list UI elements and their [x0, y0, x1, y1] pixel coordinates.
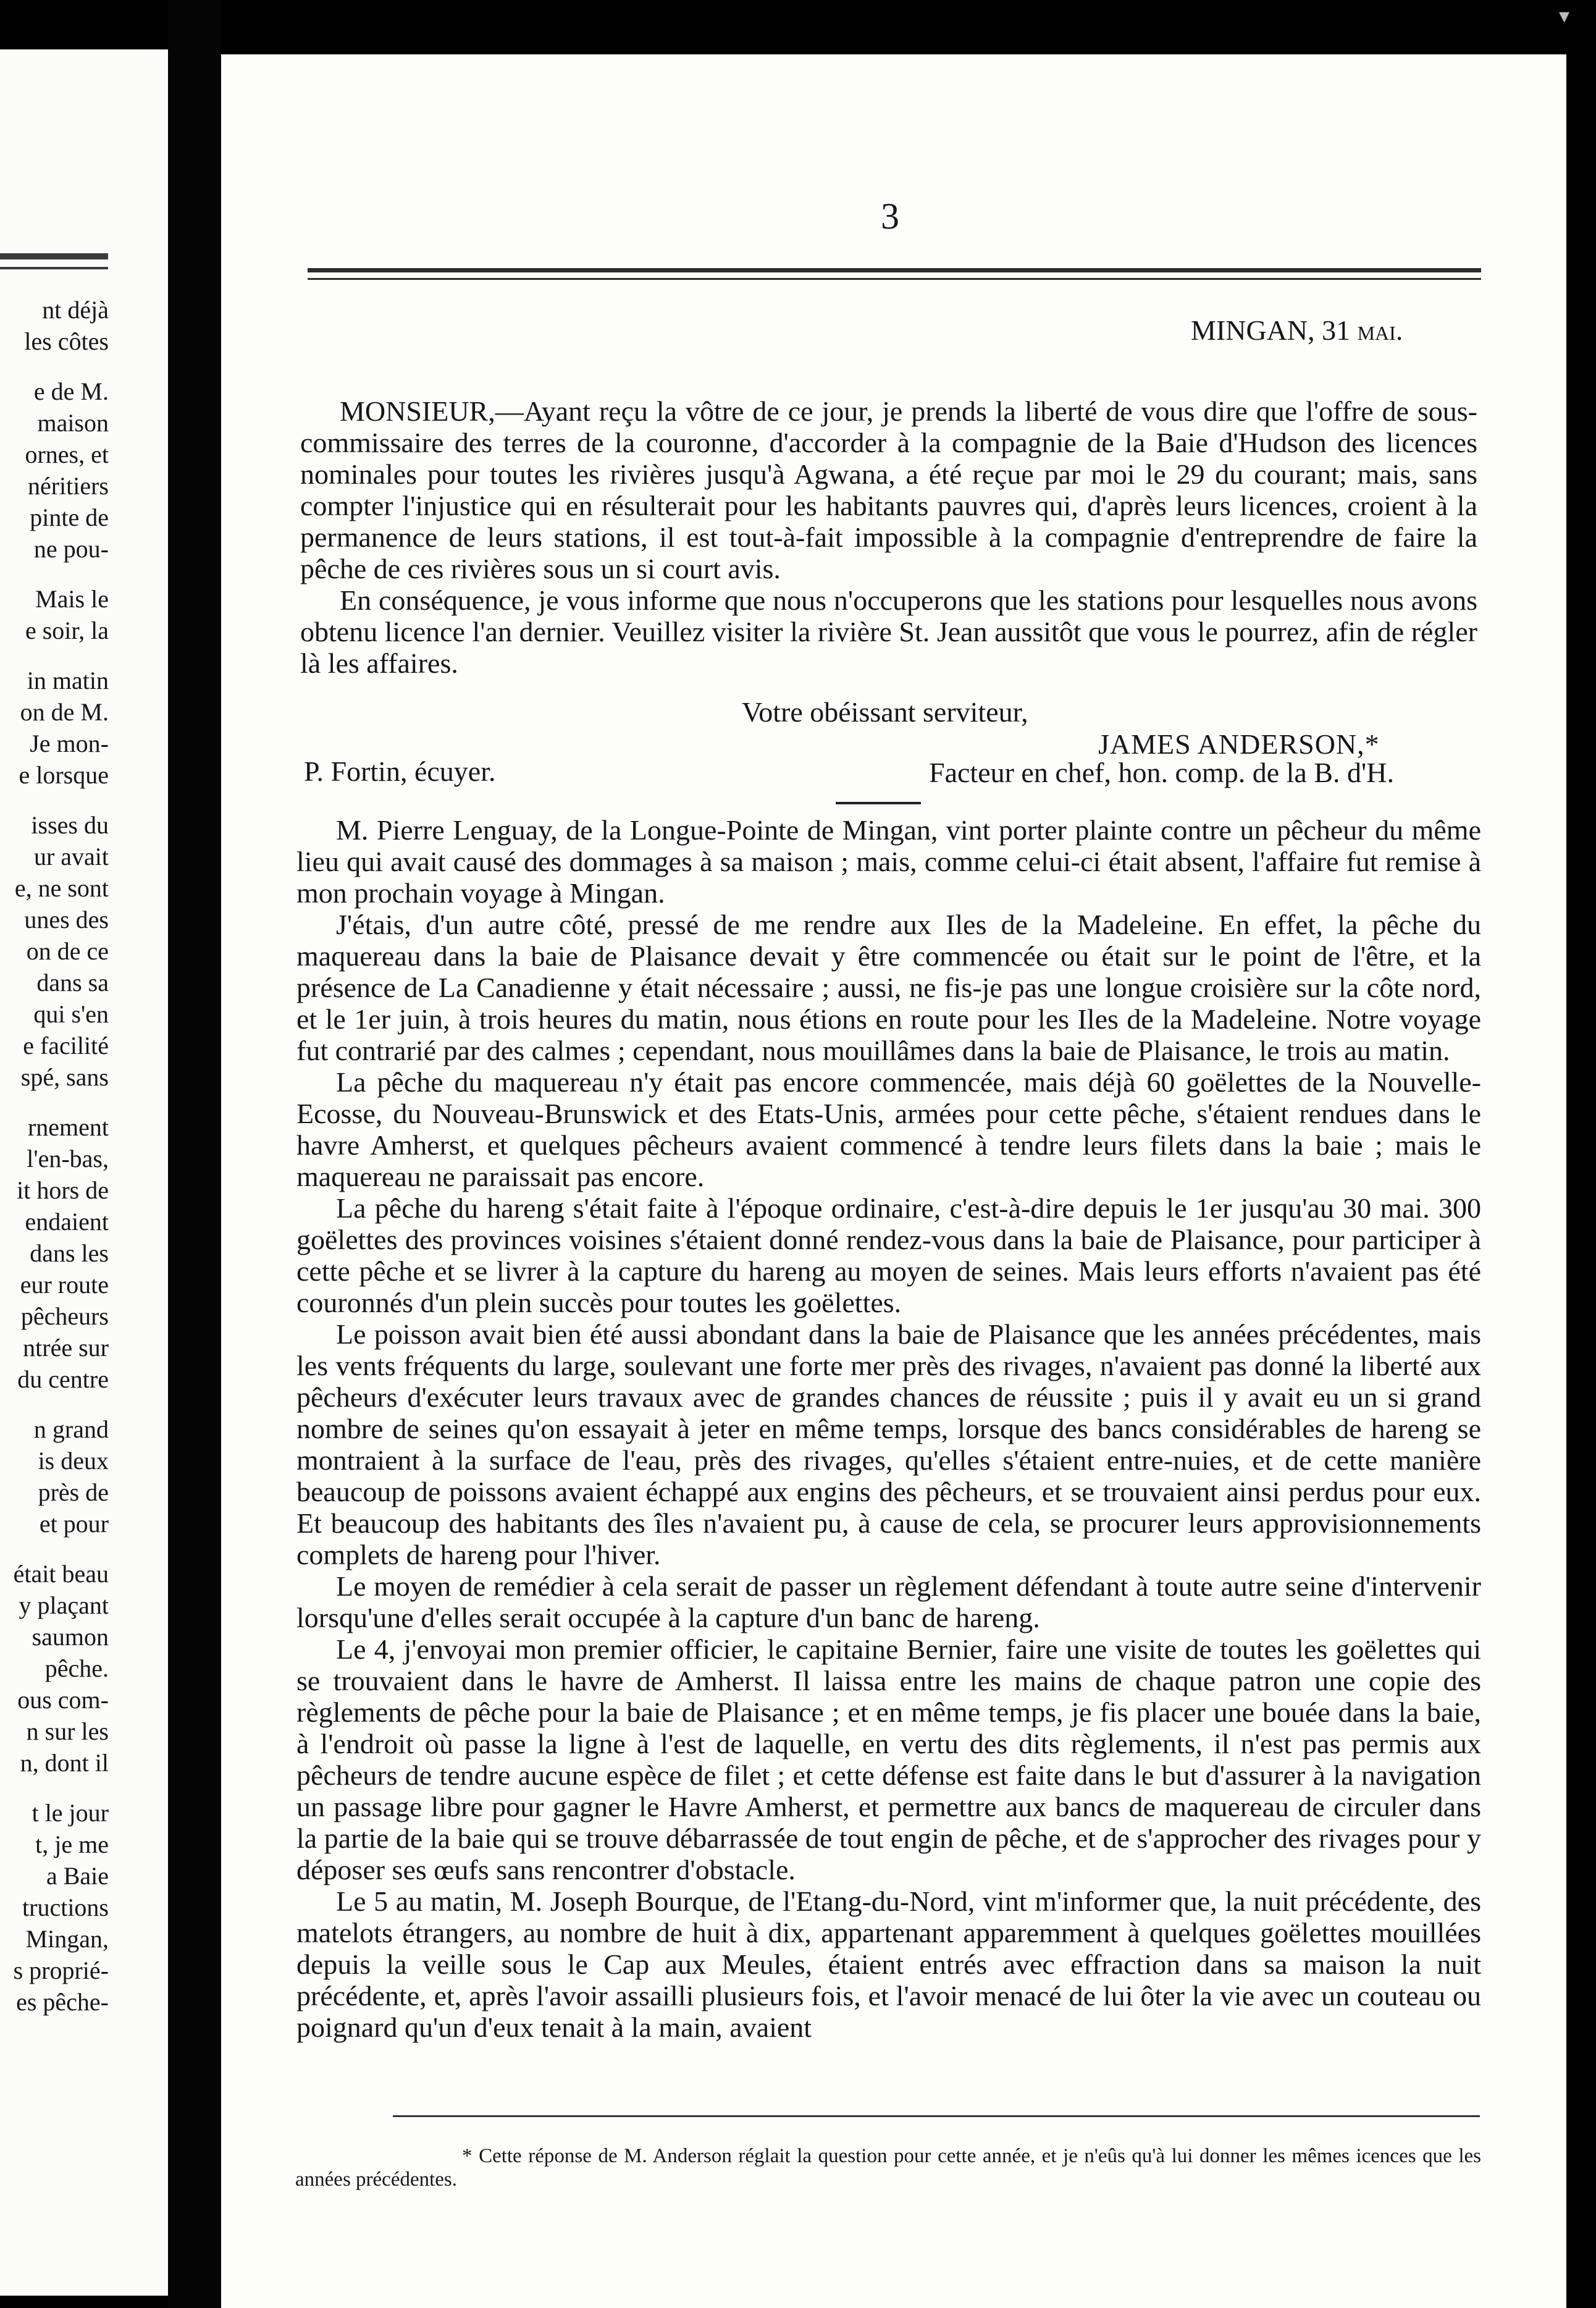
previous-page-line: du centre [17, 1365, 109, 1393]
letter-body [300, 395, 1477, 679]
previous-page-line: ous com- [17, 1686, 109, 1714]
signature-title: Facteur en chef, hon. comp. de la B. d'H. [929, 757, 1395, 788]
previous-page-line: e de M. [33, 377, 109, 405]
previous-page-line: néritiers [27, 472, 109, 500]
header-rule-thin [308, 278, 1481, 280]
previous-page-line: spé, sans [20, 1063, 109, 1091]
previous-page-line: is deux [38, 1447, 109, 1475]
previous-page-line: t, je me [35, 1830, 109, 1858]
previous-page-line: t le jour [32, 1799, 109, 1827]
previous-page-line: isses du [31, 811, 109, 839]
previous-page-line: pêcheurs [20, 1302, 109, 1330]
previous-page-line: saumon [32, 1623, 109, 1651]
previous-page-line: qui s'en [33, 1000, 109, 1028]
letter-paragraph: MONSIEUR,—Ayant reçu la vôtre de ce jour, je prends la liberté de vous dire que l'offre de sous-commissaire des terres de la couronne, d'accorder à la compagnie de la Baie d'Hudson des licences nominales pour toutes les rivières jusqu'à Agwana, a été reçue par moi le 29 du courant; mais, sans compter l'injustice qui en résulterait pour les habitants pauvres qui, d'après leurs licences, croient à la permanence de leurs stations, il est tout-à-fait impossible à la compagnie d'entreprendre de faire la pêche de ces rivières sous un si court avis. [300, 395, 1477, 584]
previous-page-line: Je mon- [30, 730, 109, 757]
previous-page-line: ne pou- [33, 535, 109, 563]
previous-page-line: dans sa [36, 969, 109, 996]
letter-signature: JAMES ANDERSON,* [1098, 728, 1380, 760]
previous-page-fragment [0, 49, 168, 2296]
body-paragraph: La pêche du hareng s'était faite à l'époque ordinaire, c'est-à-dire depuis le 1er jusqu'au 30 mai. 300 goëlettes des provinces voisines s'étaient donné rendez-vous dans la baie de Plaisance, pour participer à cette pêche et se livrer à la capture du hareng au moyen de seines. Mais leurs efforts n'avaient pas été couronnés d'un plein succès pour toutes les goëlettes. [296, 1192, 1481, 1318]
document-page [221, 54, 1566, 2308]
previous-page-line: nt déjà [42, 296, 109, 324]
previous-page-line: es pêche- [16, 1988, 109, 2016]
previous-page-line: n sur les [26, 1717, 109, 1745]
previous-page-line: les côtes [24, 327, 109, 355]
previous-page-line: y plaçant [19, 1591, 109, 1619]
section-rule [836, 802, 921, 804]
previous-page-line: dans les [30, 1239, 109, 1267]
previous-page-line: e lorsque [19, 761, 109, 789]
body-paragraph: Le poisson avait bien été aussi abondant dans la baie de Plaisance que les années précédentes, mais les vents fréquents du large, soulevant une forte mer près des rivages, n'avaient pas donné la liberté aux pêcheurs d'exécuter leurs travaux avec de grandes chances de réussite ; puis il y avait eu un si grand nombre de seines qu'on essayait à jeter en même temps, lorsque des bancs considérables de hareng se montraient à la surface de l'eau, près des rivages, qu'elles s'étaient entre-nuies, et de cette manière beaucoup de poissons avaient échappé aux engins des pêcheurs, et se trouvaient ainsi perdus pour eux. Et beaucoup des habitants des îles n'avaient pu, à cause de cela, se procurer leurs approvisionnements complets de hareng pour l'hiver. [296, 1318, 1481, 1570]
previous-page-line: près de [38, 1478, 109, 1506]
letter-addressee: P. Fortin, écuyer. [304, 756, 496, 787]
previous-page-line: et pour [39, 1510, 109, 1538]
page-number: 3 [881, 196, 899, 237]
previous-page-line: n grand [33, 1415, 109, 1443]
previous-page-line: endaient [25, 1208, 109, 1236]
previous-page-line: n, dont il [20, 1749, 109, 1777]
body-paragraph: Le moyen de remédier à cela serait de passer un règlement défendant à toute autre seine d'intervenir lorsqu'une d'elles serait occupée à la capture d'un banc de hareng. [296, 1570, 1481, 1633]
previous-page-line: it hors de [17, 1176, 109, 1204]
previous-page-line: ntrée sur [23, 1334, 109, 1362]
body-paragraph: J'étais, d'un autre côté, pressé de me rendre aux Iles de la Madeleine. En effet, la pêche du maquereau dans la baie de Plaisance devait y être commencée ou était sur le point de l'être, et la présence de La Canadienne y était nécessaire ; aussi, ne fis-je pas une longue croisière sur la côte nord, et le 1er juin, à trois heures du matin, nous étions en route pour les Iles de la Madeleine. Notre voyage fut contrarié par des calmes ; cependant, nous mouillâmes dans la baie de Plaisance, le trois au matin. [296, 909, 1481, 1066]
previous-page-line: tructions [22, 1893, 109, 1921]
previous-page-line: on de M. [20, 698, 109, 726]
book-gutter [168, 0, 221, 2308]
previous-page-line: Mais le [35, 585, 109, 613]
previous-page-line: in matin [27, 667, 109, 694]
previous-page-line: pêche. [44, 1654, 109, 1682]
previous-page-line: a Baie [46, 1862, 109, 1890]
previous-page-line: e soir, la [25, 617, 109, 644]
letter-closing: Votre obéissant serviteur, [742, 696, 1028, 728]
previous-page-line: eur route [20, 1271, 109, 1299]
previous-page-line: maison [37, 409, 109, 437]
previous-page-line: unes des [24, 906, 109, 933]
report-body [296, 814, 1481, 2043]
previous-page-line: Mingan, [25, 1925, 109, 1953]
previous-page-line: pinte de [30, 503, 109, 531]
previous-page-line: l'en-bas, [27, 1145, 109, 1173]
scan-mark: ▾ [1559, 5, 1570, 28]
body-paragraph: La pêche du maquereau n'y était pas encore commencée, mais déjà 60 goëlettes de la Nouvelle-Ecosse, du Nouveau-Brunswick et des Etats-Unis, armées pour cette pêche, s'étaient rendues dans le havre Amherst, et quelques pêcheurs avaient commencé à tendre leurs filets dans la baie ; mais le maquereau ne paraissait pas encore. [296, 1066, 1481, 1192]
previous-page-line: on de ce [26, 937, 109, 965]
letter-paragraph: En conséquence, je vous informe que nous n'occuperons que les stations pour lesquelles nous avons obtenu licence l'an dernier. Veuillez visiter la rivière St. Jean aussitôt que vous le pourrez, afin de régler là les affaires. [300, 584, 1477, 679]
body-paragraph: Le 4, j'envoyai mon premier officier, le capitaine Bernier, faire une visite de toutes les goëlettes qui se trouvaient dans le havre de Amherst. Il laissa entre les mains de chaque patron une copie des règlements de pêche pour la baie de Plaisance ; et en même temps, je fis placer une bouée dans la baie, à l'endroit où passe la ligne à l'est de laquelle, en vertu des dits règlements, il n'est pas permis aux pêcheurs de tendre aucune espèce de filet ; et cette défense est faite dans le but d'assurer à la navigation un passage libre pour gagner le Havre Amherst, et permettre aux bancs de maquereau de circuler dans la partie de la baie qui se trouve débarrassée de tout engin de pêche, et de s'approcher des rivages pour y déposer ses œufs sans rencontrer d'obstacle. [296, 1633, 1481, 1885]
previous-page-rule-thin [0, 267, 108, 269]
previous-page-line: était beau [13, 1560, 109, 1588]
previous-page-line: s proprié- [13, 1956, 109, 1984]
previous-page-line: ur avait [33, 843, 109, 870]
letter-dateline: MINGAN, 31 mai. [1191, 314, 1403, 346]
header-rule [308, 268, 1481, 272]
footnote: * Cette réponse de M. Anderson réglait la question pour cette année, et je n'eûs qu'à lui donner les mêmes icences que les années précédentes. [295, 2145, 1481, 2191]
previous-page-rule [0, 253, 108, 259]
footnote-rule [393, 2115, 1480, 2117]
previous-page-line: rnement [27, 1113, 109, 1141]
previous-page-line: ornes, et [25, 440, 109, 468]
body-paragraph: M. Pierre Lenguay, de la Longue-Pointe de Mingan, vint porter plainte contre un pêcheur du même lieu qui avait causé des dommages à sa maison ; mais, comme celui-ci était absent, l'affaire fut remise à mon prochain voyage à Mingan. [296, 814, 1481, 909]
previous-page-line: e facilité [23, 1032, 109, 1059]
body-paragraph: Le 5 au matin, M. Joseph Bourque, de l'Etang-du-Nord, vint m'informer que, la nuit précédente, des matelots étrangers, au nombre de huit à dix, appartenant apparemment à quelques goëlettes mouillées depuis la veille sous le Cap aux Meules, étaient entrés avec effraction dans sa maison la nuit précédente, et, après l'avoir assailli plusieurs fois, et l'avoir menacé de lui ôter la vie avec un couteau ou poignard qu'un d'eux tenait à la main, avaient [296, 1885, 1481, 2043]
previous-page-line: e, ne sont [14, 874, 109, 902]
